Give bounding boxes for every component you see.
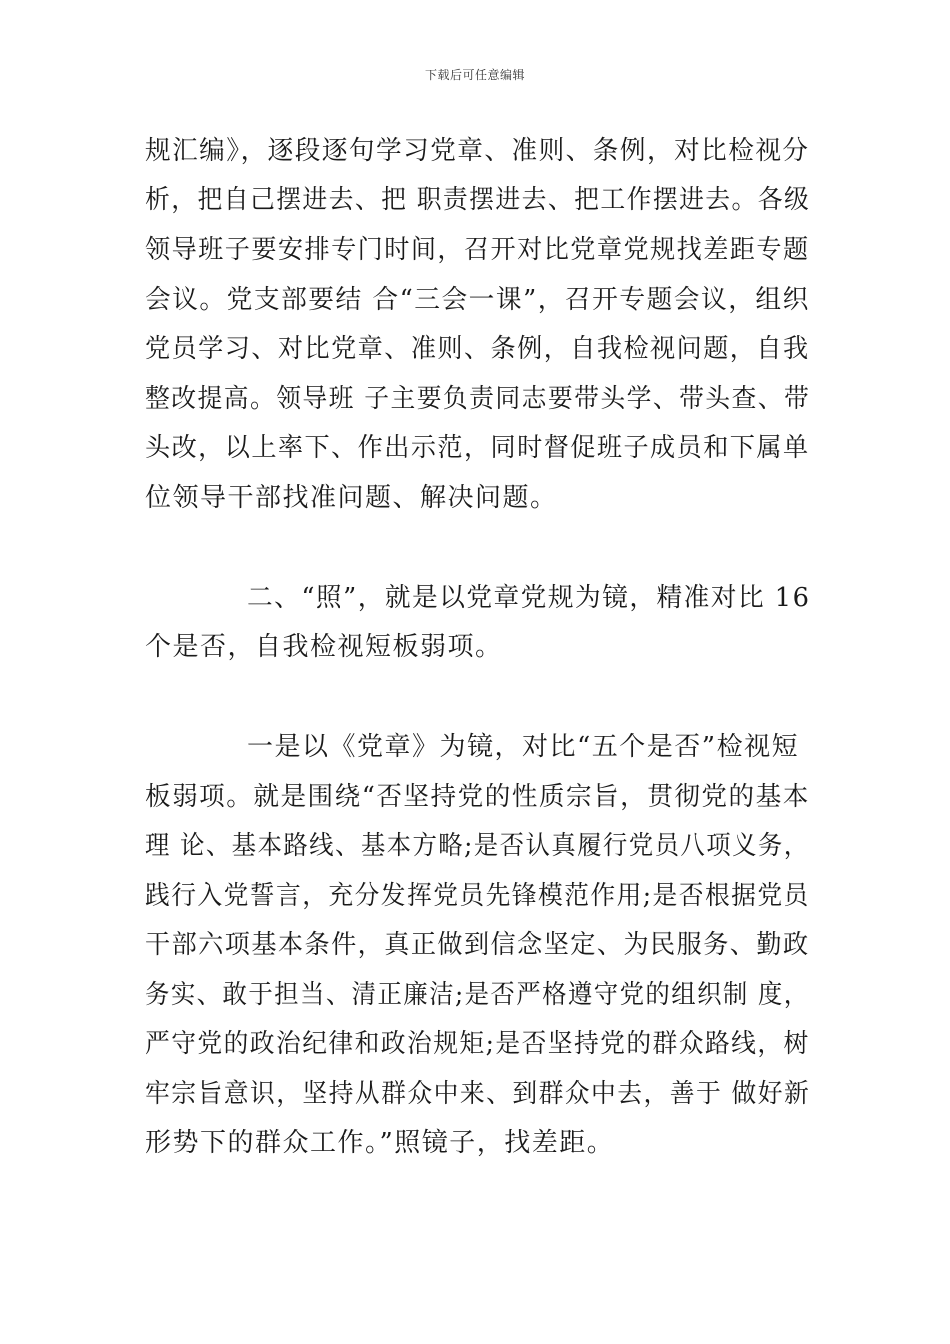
paragraph-3-line-2: 板弱项。就是围绕“否坚持党的性质宗旨，贯彻党的基本 — [145, 782, 810, 812]
paragraph-1-line-5: 党员学习、对比党章、准则、条例，自我检视问题，自我 — [145, 334, 810, 364]
paragraph-3-line-1: 一是以《党章》为镜，对比“五个是否”检视短 — [247, 732, 800, 762]
page-header: 下载后可任意编辑 — [424, 68, 525, 82]
paragraph-2-line-2: 个是否，自我检视短板弱项。 — [145, 632, 503, 662]
paragraph-1-line-7: 头改，以上率下、作出示范，同时督促班子成员和下属单 — [145, 433, 810, 463]
paragraph-3-line-5: 干部六项基本条件，真正做到信念坚定、为民服务、勤政 — [145, 930, 810, 960]
paragraph-1-line-6: 整改提高。领导班 子主要负责同志要带头学、带头查、带 — [145, 384, 811, 414]
paragraph-3-line-3: 理 论、基本路线、基本方略;是否认真履行党员八项义务， — [145, 831, 810, 861]
paragraph-1-line-2: 析，把自己摆进去、把 职责摆进去、把工作摆进去。各级 — [145, 185, 811, 215]
paragraph-3-line-6: 务实、敢于担当、清正廉洁;是否严格遵守党的组织制 度， — [145, 980, 810, 1010]
paragraph-1-line-4: 会议。党支部要结 合“三会一课”，召开专题会议，组织 — [145, 285, 810, 315]
paragraph-3-line-9: 形势下的群众工作。”照镜子，找差距。 — [145, 1128, 615, 1158]
paragraph-3-line-8: 牢宗旨意识，坚持从群众中来、到群众中去，善于 做好新 — [145, 1079, 811, 1109]
paragraph-3-line-7: 严守党的政治纪律和政治规矩;是否坚持党的群众路线，树 — [145, 1029, 810, 1059]
paragraph-1-line-8: 位领导干部找准问题、解决问题。 — [145, 483, 558, 513]
paragraph-1-line-1: 规汇编》，逐段逐句学习党章、准则、条例，对比检视分 — [145, 136, 810, 166]
paragraph-1-line-3: 领导班子要安排专门时间，召开对比党章党规找差距专题 — [145, 235, 810, 265]
paragraph-3-line-4: 践行入党誓言，充分发挥党员先锋模范作用;是否根据党员 — [145, 881, 810, 911]
paragraph-2-line-1: 二、“照”，就是以党章党规为镜，精准对比 16 — [247, 583, 811, 613]
